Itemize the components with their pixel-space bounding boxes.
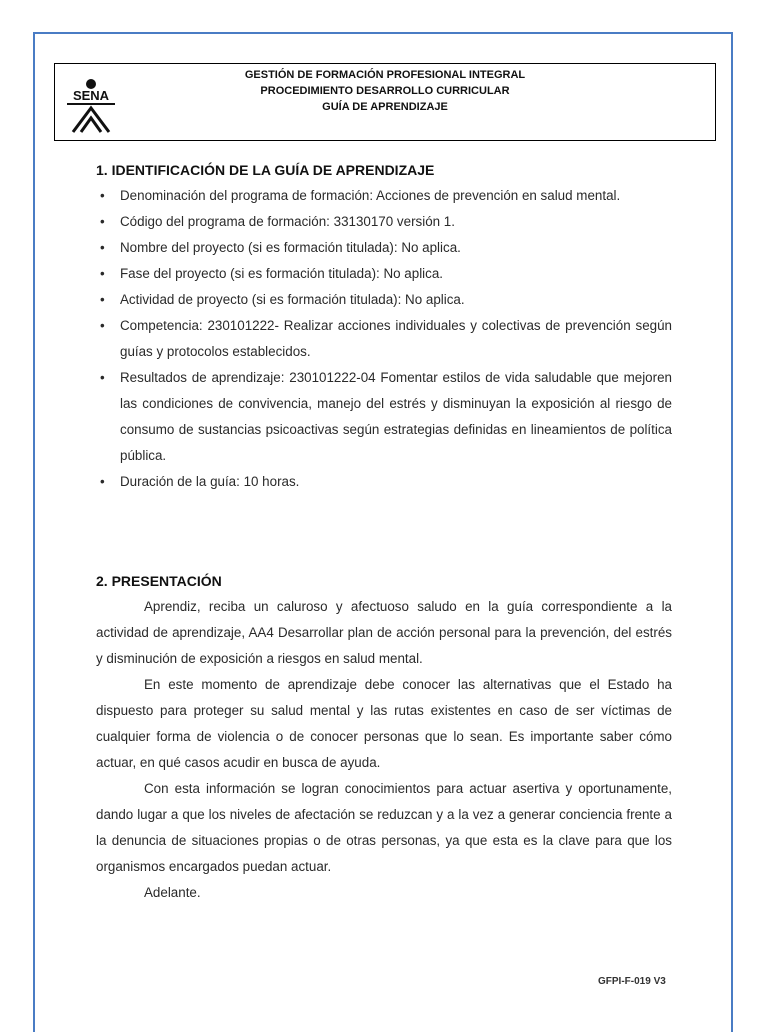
paragraph: En este momento de aprendizaje debe conocer las alternativas que el Estado ha dispuesto para proteger su salud mental y las rutas existentes en caso de ser víctimas de cualquier forma de violencia o de conocer personas que lo sean. Es importante saber cómo actuar, en qué casos acudir en busca de ayuda. bbox=[96, 677, 672, 770]
list-item: • Código del programa de formación: 33130170 versión 1. bbox=[96, 209, 672, 235]
presentation-body bbox=[96, 594, 672, 906]
list-item: • Resultados de aprendizaje: 230101222-04 Fomentar estilos de vida saludable que mejoren las condiciones de convivencia, manejo del estrés y disminuyan la exposición al riesgo de consumo de sustancias psicoactivas según estrategias definidas en lineamientos de política pública. bbox=[96, 365, 672, 469]
paragraph: Aprendiz, reciba un caluroso y afectuoso saludo en la guía correspondiente a la actividad de aprendizaje, AA4 Desarrollar plan de acción personal para la prevención, del estrés y disminución de exposición a riesgos en salud mental. bbox=[96, 599, 672, 666]
header-line-1: GESTIÓN DE FORMACIÓN PROFESIONAL INTEGRAL bbox=[244, 69, 526, 81]
header-line-3: GUÍA DE APRENDIZAJE bbox=[322, 101, 448, 113]
list-item: • Denominación del programa de formación: Acciones de prevención en salud mental. bbox=[96, 183, 672, 209]
section2-title: 2. PRESENTACIÓN bbox=[96, 573, 222, 589]
section-presentacion bbox=[96, 568, 672, 906]
list-item: • Nombre del proyecto (si es formación titulada): No aplica. bbox=[96, 235, 672, 261]
logo-text: SENA bbox=[72, 88, 110, 103]
header-line-2: PROCEDIMIENTO DESARROLLO CURRICULAR bbox=[260, 85, 510, 97]
paragraph: Adelante. bbox=[144, 885, 201, 900]
list-item: • Actividad de proyecto (si es formación titulada): No aplica. bbox=[96, 287, 672, 313]
list-item: • Fase del proyecto (si es formación titulada): No aplica. bbox=[96, 261, 672, 287]
document-header bbox=[54, 63, 716, 141]
identification-list bbox=[96, 183, 672, 495]
section-identificacion bbox=[96, 157, 672, 495]
form-code: GFPI-F-019 V3 bbox=[598, 976, 666, 987]
header-title-block bbox=[55, 67, 715, 115]
list-item: • Duración de la guía: 10 horas. bbox=[96, 469, 672, 495]
section1-title: 1. IDENTIFICACIÓN DE LA GUÍA DE APRENDIZAJE bbox=[96, 162, 435, 178]
list-item: • Competencia: 230101222- Realizar acciones individuales y colectivas de prevención según guías y protocolos establecidos. bbox=[96, 313, 672, 365]
paragraph: Con esta información se logran conocimientos para actuar asertiva y oportunamente, dando lugar a que los niveles de afectación se reduzcan y a la vez a generar conciencia frente a la denuncia de situaciones propias o de otras personas, ya que esta es la clave para que los organismos encargados puedan actuar. bbox=[96, 781, 672, 874]
